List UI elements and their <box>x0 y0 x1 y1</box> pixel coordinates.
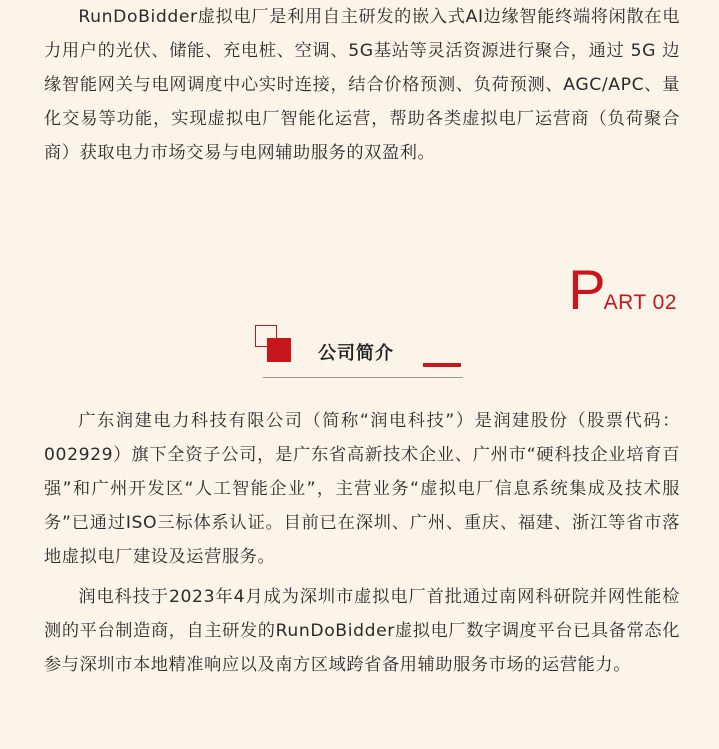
part-label <box>568 258 677 321</box>
company-paragraph-1: 广东润建电力科技有限公司（简称“润电科技”）是润建股份（股票代码：002929）旗下全资子公司，是广东省高新技术企业、广州市“硬科技企业培育百强”和广州开发区“人工智能企业”，主营业务“虚拟电厂信息系统集成及技术服务”已通过ISO三标体系认证。目前已在深圳、广州、重庆、福建、浙江等省市落地虚拟电厂建设及运营服务。 <box>44 411 680 567</box>
title-accent-bar <box>423 363 461 367</box>
section-header <box>255 325 463 380</box>
company-paragraph-2: 润电科技于2023年4月成为深圳市虚拟电厂首批通过南网科研院并网性能检测的平台制造商，自主研发的RunDoBidder虚拟电厂数字调度平台已具备常态化参与深圳市本地精准响应以及南方区域跨省备用辅助服务市场的运营能力。 <box>44 587 680 675</box>
part-letter: P <box>568 258 604 321</box>
title-underline <box>263 377 463 378</box>
intro-paragraph: RunDoBidder虚拟电厂是利用自主研发的嵌入式AI边缘智能终端将闲散在电力用户的光伏、储能、充电桩、空调、5G基站等灵活资源进行聚合，通过 5G 边缘智能网关与电网调度中心实时连接，结合价格预测、负荷预测、AGC/APC、量化交易等功能，实现虚拟电厂智能化运营，帮助各类虚拟电厂运营商（负荷聚合商）获取电力市场交易与电网辅助服务的双盈利。 <box>44 7 680 163</box>
part-number: ART 02 <box>603 291 677 314</box>
square-filled-icon <box>267 338 291 362</box>
section-title: 公司简介 <box>318 343 394 364</box>
